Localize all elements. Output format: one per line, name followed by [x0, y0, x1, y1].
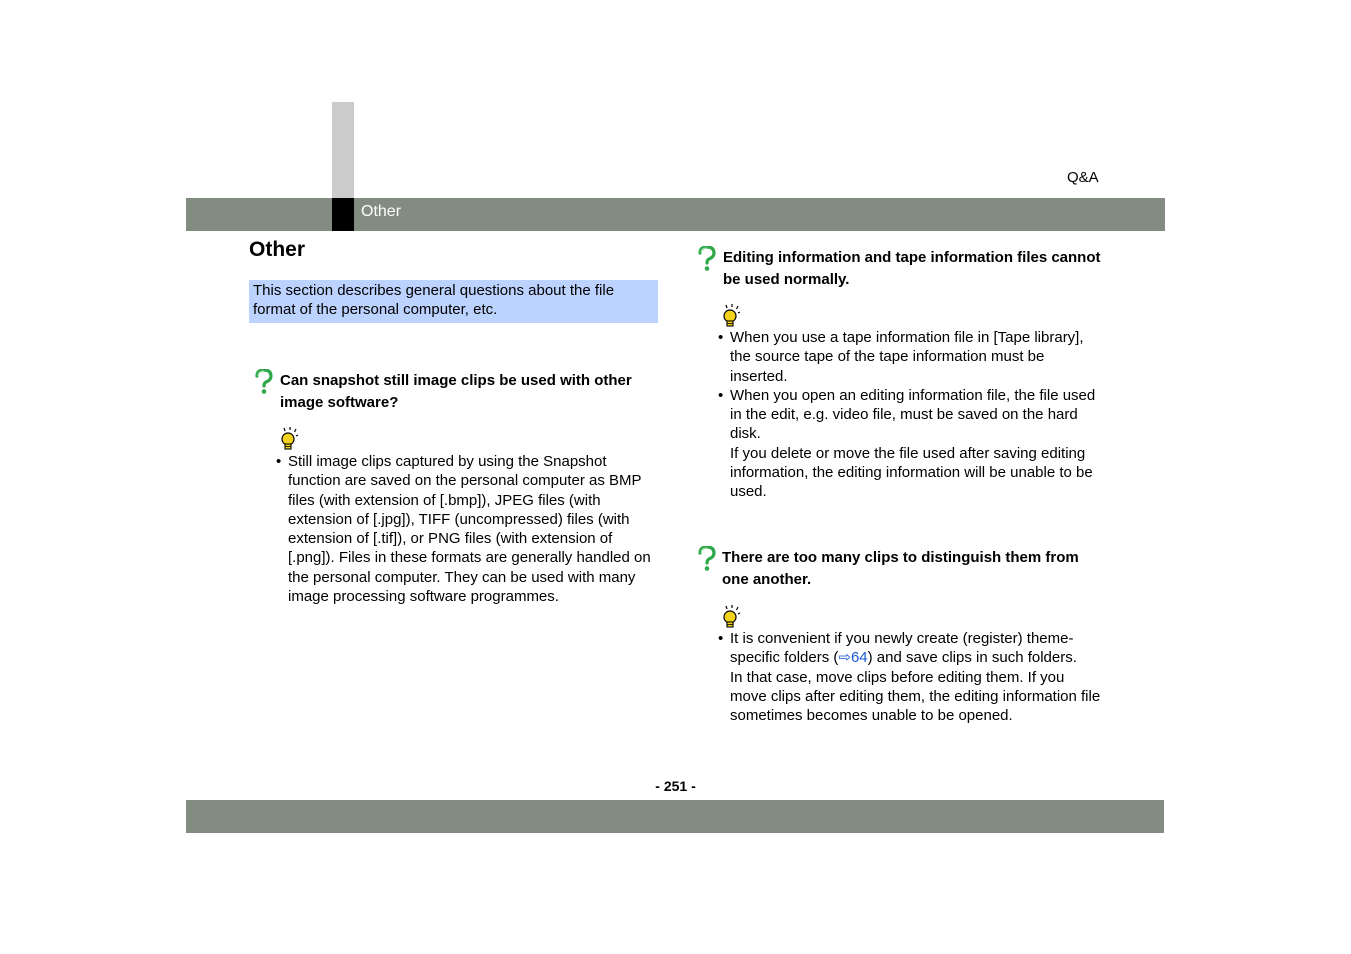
answer-bullet: • Still image clips captured by using the Snapshot function are saved on the personal computer as BMP files (with extension of [.bmp]), JPEG files (with extension of [.jpg]), TIFF (uncompressed) files (with extension of [.tif]), or PNG files (with extension of [.png]). Files in these formats are generally handled on the personal computer. They can be used with many image processing software programmes.	[276, 453, 651, 606]
question-text: Editing information and tape information files cannot be used normally.	[723, 249, 1101, 288]
chapter-label: Q&A	[1067, 169, 1099, 186]
page-link-64[interactable]: ⇨64	[838, 649, 868, 667]
question-icon	[697, 246, 717, 272]
section-label: Other	[361, 203, 402, 220]
answer-bullet: • It is convenient if you newly create (register) theme-specific folders (⇨64) and save clips in such folders.	[718, 630, 1077, 667]
answer-bullet: • When you open an editing information file, the file used in the edit, e.g. video file, must be saved on the hard disk.	[718, 386, 1096, 443]
header-tab-accent	[332, 102, 354, 198]
answer-continuation: In that case, move clips before editing them. If you move clips after editing them, the editing information file sometimes becomes unable to be opened.	[730, 668, 1101, 725]
section-intro: This section describes general questions about the file format of the personal computer, etc.	[249, 280, 658, 323]
answer-snapshot	[276, 452, 661, 606]
arrow-right-icon: ⇨	[838, 649, 851, 667]
page-number: - 251 -	[655, 778, 696, 794]
answer-bullet: • When you use a tape information file in [Tape library], the source tape of the tape information must be inserted.	[718, 329, 1084, 385]
answer-editing-info	[718, 328, 1103, 502]
footer-bar	[186, 800, 1164, 833]
header-marker	[332, 198, 354, 231]
question-icon	[254, 369, 274, 395]
page-title: Other	[249, 238, 306, 261]
question-text: There are too many clips to distinguish them from one another.	[722, 549, 1079, 588]
lightbulb-icon	[720, 303, 744, 329]
lightbulb-icon	[278, 426, 302, 452]
question-icon	[697, 546, 717, 572]
lightbulb-icon	[720, 604, 744, 630]
answer-continuation: If you delete or move the file used after saving editing information, the editing information will be unable to be used.	[730, 444, 1093, 501]
answer-too-many-clips	[718, 629, 1103, 725]
question-text: Can snapshot still image clips be used with other image software?	[280, 372, 632, 411]
